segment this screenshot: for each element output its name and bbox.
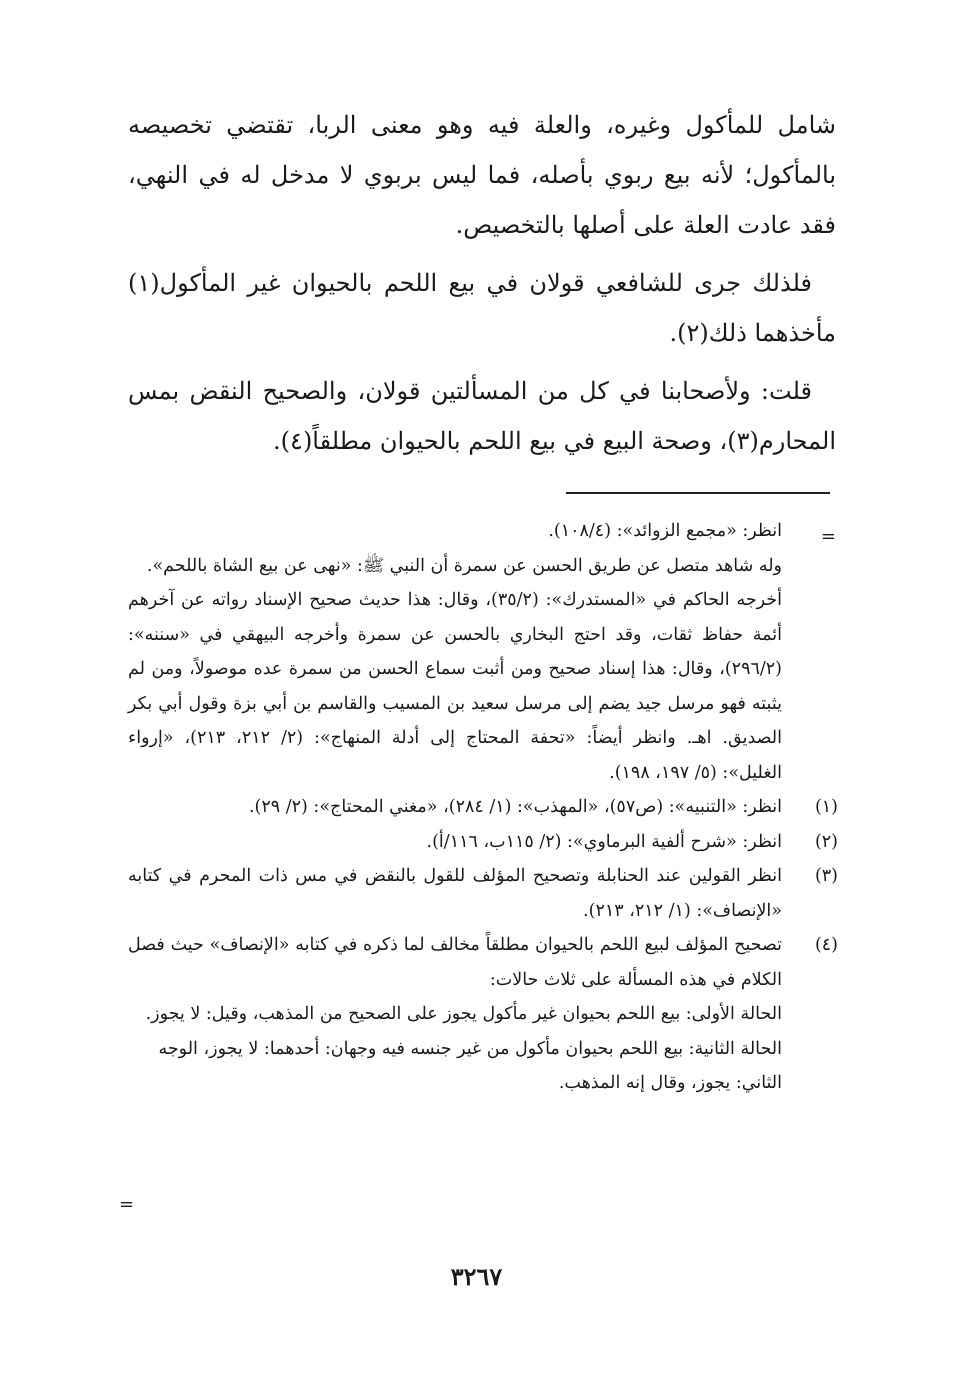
continued-note-line-3: أخرجه الحاكم في «المستدرك»: (٣٥/٢)، وقال: هذا حديث صحيح الإسناد رواته عن آخرهم أئمة حفاظ ثقات، وقد احتج البخاري بالحسن عن سمرة وأخرجه البيهقي في «سننه»: (٢٩٦/٢)، وقال: هذا إسناد صحيح ومن أثبت سماع الحسن من سمرة عده موصولاً، ومن لم يثبته فهو مرسل جيد يضم إلى مرسل سعيد بن المسيب والقاسم بن أبي بزة وقول أبي بكر الصديق. اهـ. وانظر أيضاً: «تحفة المحتاج إلى أدلة المنهاج»: (٢/ ٢١٢، ٢١٣)، «إرواء الغليل»: (٥/ ١٩٧، ١٩٨). xyxy=(128,590,783,783)
footnote-number: (٣) xyxy=(814,866,838,886)
footnote-number: (٢) xyxy=(814,831,838,852)
continued-note-line-1: انظر: «مجمع الزوائد»: (١٠٨/٤). xyxy=(548,521,782,541)
footnote-4 xyxy=(128,928,838,997)
footnote-text: انظر القولين عند الحنابلة وتصحيح المؤلف للقول بالنقض في مس ذات المحرم في كتابه «الإنصاف»: (١/ ٢١٢، ٢١٣). xyxy=(128,866,782,921)
continuation-marker-bottom: = xyxy=(119,1194,135,1215)
footnote-3 xyxy=(128,859,838,928)
main-text xyxy=(128,100,836,474)
footnotes xyxy=(128,514,838,1101)
footnote-4-case-2: الحالة الثانية: بيع اللحم بحيوان مأكول من غير جنسه فيه وجهان: أحدهما: لا يجوز، الوجه الثاني: يجوز، وقال إنه المذهب. xyxy=(158,1038,782,1093)
footnote-text: انظر: «التنبيه»: (ص٥٧)، «المهذب»: (١/ ٢٨٤)، «مغني المحتاج»: (٢/ ٢٩). xyxy=(248,797,782,817)
footnote-text: انظر: «شرح ألفية البرماوي»: (٢/ ١١٥ب، ١١٦/أ). xyxy=(426,831,782,852)
page-number: ٣٢٦٧ xyxy=(450,1262,503,1291)
main-paragraph-3: قلت: ولأصحابنا في كل من المسألتين قولان، والصحيح النقض بمس المحارم(٣)، وصحة البيع في بيع اللحم بالحيوان مطلقاً(٤). xyxy=(128,377,836,455)
footnote-1 xyxy=(128,790,838,825)
footnote-divider xyxy=(566,492,830,494)
footnote-4-case-1: الحالة الأولى: بيع اللحم بحيوان غير مأكول يجوز على الصحيح من المذهب، وقيل: لا يجوز. xyxy=(145,1004,782,1024)
footnote-number: (١) xyxy=(814,797,838,817)
footnote-text: تصحيح المؤلف لبيع اللحم بالحيوان مطلقاً مخالف لما ذكره في كتابه «الإنصاف» حيث فصل الكلام في هذه المسألة على ثلاث حالات: xyxy=(128,935,782,990)
main-paragraph-2: فلذلك جرى للشافعي قولان في بيع اللحم بالحيوان غير المأكول(١) مأخذهما ذلك(٢). xyxy=(128,269,836,347)
footnote-2 xyxy=(128,825,838,860)
footnote-number: (٤) xyxy=(814,935,838,955)
main-paragraph-1: شامل للمأكول وغيره، والعلة فيه وهو معنى الربا، تقتضي تخصيصه بالمأكول؛ لأنه بيع ربوي بأصله، فما ليس بربوي لا مدخل له في النهي، فقد عادت العلة على أصلها بالتخصيص. xyxy=(128,111,836,239)
continuation-marker-top: = xyxy=(820,526,836,547)
continued-note-line-2: وله شاهد متصل عن طريق الحسن عن سمرة أن النبي ﷺ: «نهى عن بيع الشاة باللحم». xyxy=(146,555,782,576)
